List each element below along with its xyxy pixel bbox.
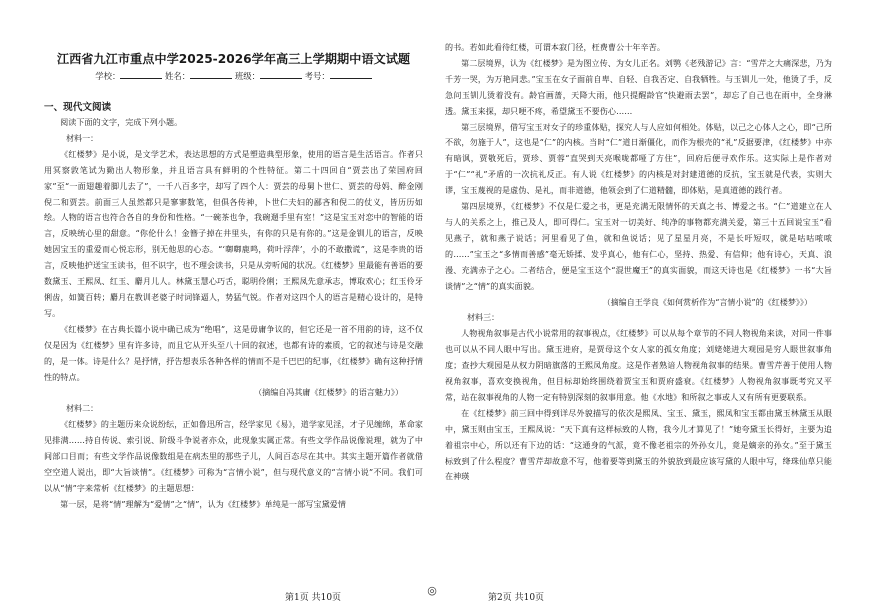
school-blank[interactable] <box>120 70 162 79</box>
id-label: 考号： <box>304 71 330 81</box>
name-blank[interactable] <box>190 70 232 79</box>
material-2-paragraph: 第一层，是将“情”理解为“爱情”之“情”，认为《红楼梦》单纯是一部写宝黛爱情 <box>60 499 347 509</box>
material-1-paragraph: 《红楼梦》是小说，是文学艺术，表达思想的方式是塑造典型形象，使用的语言是生活语言。作者只用冥察敦笔试为勤出人物形象，并且语言具有鲜明的个性特征。第二十四回自“贾芸出了荣国府回家”至“一面翅趣着脚儿去了”，一千八百多字，却写了四个人：贾芸的母舅卜世仁、贾芸的母妈、醉金刚倪二和贾芸。前面三人虽然都只是寥寥数笔，但俱各传神，卜世仁夫妇的鄙吝和倪二的仗义，皆历历如绘。人物的语言也符合各自的身份和性格。“一碗茶也争，我碗遛手里有室！”这是宝玉对恋中的智能的语言，反映统心里的甜意。“你伦什么！金簪子掉在井里头，有你的只是有你的。”这是金钏儿的语言，反映她因宝玉的重爱而心悦忘形，别无他思的心态。“‘啣啣鹿鸣，荷叶浮萍’，小的不敢撒谎”，这是李贵的语言，反映他护送宝玉读书，但不识字，也不理会读书，只是从旁听闻的状况。《红楼梦》里最能有善语的要数黛玉、王熙凤、红玉、麝月儿人。林黛玉慧心巧舌，聪明伶俐；王熙凤先意承志，博取欢心；红玉伶牙俐齿，如簧百转；麝月在教训老婆子时词锋逼人，势猛气锐。作者对这四个人的语言是精心设计的，是特写。 <box>44 149 423 318</box>
id-blank[interactable] <box>330 70 372 79</box>
material-3-paragraph: 人物视角叙事是古代小说常用的叙事视点，《红楼梦》可以从每个章节的不同人物视角来读，对同一件事也可以从不同人眼中写出。黛玉进府，是贾母这个女人家的孤女角度；刘姥姥进大观园是穷人眼世叙事角度；查抄大观园是从权力阴暗旗落的王熙凤角度。这是作者熟谙人物视角叙事的结果。曹雪芹善于使用人物视角叙事，喜欢变换视角，但目标却始终围绕着贾宝玉和贾府盛衰。《红楼梦》人物视角叙事既考究又平常，站在叙事视角的人物一定有特别深刻的叙事用意。他《水地》和所叙之事或人又有所有更要联系。 <box>445 329 832 402</box>
material-3-paragraph: 在《红楼梦》前三回中得到详尽外貌描写的依次是熙凤、宝玉、黛玉，熙凤和宝玉都由黛玉林黛玉从眼中，黛玉则由宝玉，王熙凤说：“天下真有这样标致的人物，我今儿才算见了！”她夸黛玉长得好，主要为追着祖宗中心，所以还有下边的话：“这通身的气派，竟不像老祖宗的外孙女儿，竟是嫡亲的孙女。”至于黛玉标致到了什么程度？曹雪芹却故意不写，他着要等到黛玉的外貌放到最应该写黛的人眼中写，绛珠仙草只能在神瑛 <box>445 408 832 482</box>
class-label: 班级： <box>234 71 260 81</box>
material-2-paragraph: 《红楼梦》的主题历来众说纷纭，正如鲁迅所言，经学家见《易》，道学家见淫，才子见缠绵，革命家见排满……持自传说、索引说、阶级斗争说者亦众，此现象实属正常。有些文学作品说像说理，就为了中间部口目而；有些文学作品说像数组是在病杰里的那些子儿，人间百态尽在其中。其实主题开篇作者就借空空道人说出，即“大旨谈情”。《红楼梦》可称为“言情小说”，但与现代意义的“言情小说”不同。我们可以从“情”字来常析《红楼梦》的主题思想： <box>44 420 423 493</box>
material-1-paragraph: 《红楼梦》在古典长篇小说中确已成为“绝唱”，这是毋庸争议的，但它还是一首不用韵的诗，这不仅仅是因为《红楼梦》里有许多诗，而且它从开头至八十回的叙述，也都有诗的素质，它的叙述与诗是交融的，是一体。诗是什么？是抒情，抒告想表乐各种各样的情而不是千巴巴的纪事，《红楼梦》确有这种抒情性的特点。 <box>44 324 423 382</box>
section-heading: 一、现代文阅读 <box>44 102 112 113</box>
material-3-label: 材料三： <box>467 313 500 323</box>
class-blank[interactable] <box>260 70 302 79</box>
material-1-label: 材料一： <box>66 133 99 143</box>
binding-mark-icon: ◎ <box>427 584 437 597</box>
body-paragraph: 第四层境界，《红楼梦》不仅是仁爱之书，更是充满无限情怀的天真之书、博爱之书。“仁”道建立在人与人的关系之上，推己及人，即可得仁。宝玉对一切美好、纯净的事物都充满关爱，第三十五回说宝玉“看见燕子，就和燕子说话；河里看见了鱼，就和鱼说话；见了星星月亮，不是长吁短叹，就是咕咕哝哝的……”宝玉之“多情而善感”毫无矫揉、发乎真心，他有仁心，坚持、热爱、有信仰；他有诗心，天真、浪漫、充满赤子之心。二者结合，便是宝玉这个“混世魔王”的真实面貌，而这天诗也是《红楼梦》一书“大旨谈情”之“情”的真实面貌。 <box>445 202 832 291</box>
name-label: 姓名： <box>165 71 191 81</box>
exam-title: 江西省九江市重点中学2025-2026学年高三上学期期中语文试题 <box>56 52 411 66</box>
right-page <box>435 0 870 615</box>
body-paragraph: 第二层境界，认为《红楼梦》是为图立传、为女儿正名。刘鹗《老残游记》言：“雪芹之大痛深悲，乃为千芳一哭，为万艳同悲。”宝玉在女子面前自卑、自轻、自我否定、自我牺牲。与玉钏儿一处，他烫了手，反急问玉钏儿烫着没有。龄官画蔷，天降大雨，他只提醒龄官“快避雨去罢”，却忘了自己也在雨中，全身淋透。黛玉来探，却只哽不疼，希望黛玉不要伤心…… <box>445 58 832 116</box>
material-1-citation: （摘编自冯其庸《红楼梦》的语言魅力》） <box>254 388 403 398</box>
material-2-label: 材料二： <box>66 404 99 414</box>
material-2-citation: （摘编自王学良《如何赏析作为“言情小说”的《红楼梦》》） <box>602 297 812 307</box>
school-label: 学校： <box>95 71 121 81</box>
student-info-line <box>44 70 423 82</box>
body-paragraph: 第三层境界，借写宝玉对女子的珍重体贴，探究人与人应如何相处。体贴，以己之心体人之心，即“己所不欲，勿施于人”，这也是“仁”的内核。当时“仁”道日渐僵化，而作为根壳的“礼”反据要津，《红楼梦》中亦有暗讽，贾敬死后，贾珍、贾蓉“直哭到天亮喉咙都哑了方住”，回府后便寻欢作乐。这实际上是作者对于“仁”“礼”矛盾的一次抗礼反正。有人说《红楼梦》的内核是对封建道德的反抗，宝玉就是代表，实则大谬，宝玉蔑视的是虚伪、是礼，而非道德，他领会到了仁道精髓，即体贴，是真道德的践行者。 <box>445 122 832 196</box>
continued-paragraph: 的书。若如此看待红楼，可谓本寂门径，枉费曹公十年辛苦。 <box>445 43 665 52</box>
instruction-text: 阅读下面的文字，完成下列小题。 <box>60 118 183 127</box>
page-number-left: 第1页 共10页 <box>285 593 342 603</box>
page-number-right: 第2页 共10页 <box>488 593 545 603</box>
